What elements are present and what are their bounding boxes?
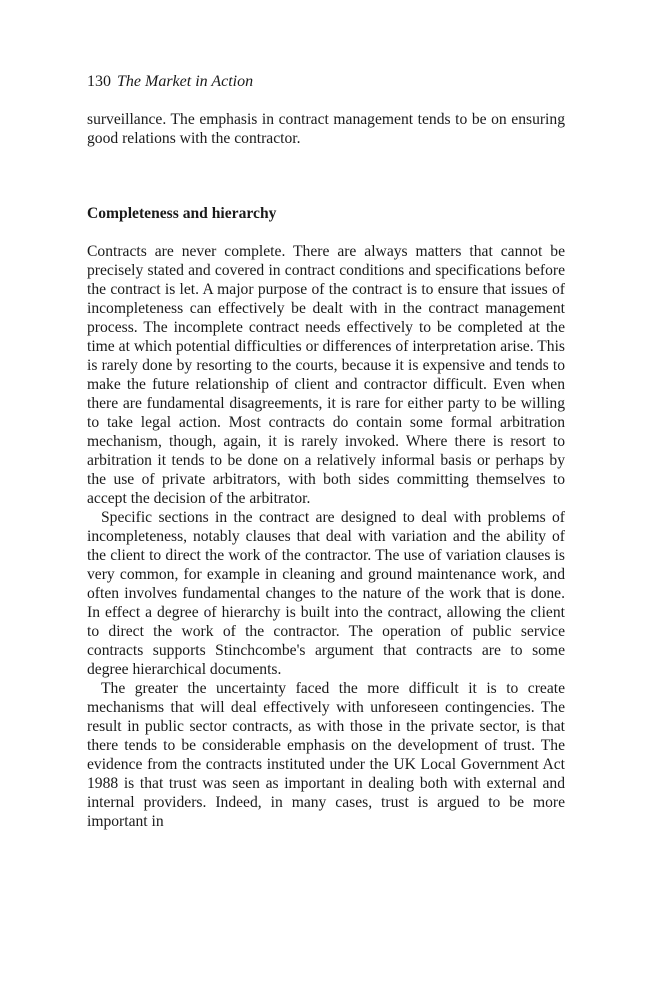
page-number: 130 xyxy=(87,73,111,90)
running-title: The Market in Action xyxy=(117,73,254,90)
section-heading: Completeness and hierarchy xyxy=(87,205,277,222)
text-body xyxy=(87,110,565,831)
body-paragraph: The greater the uncertainty faced the more difficult it is to create mechanisms that will deal effectively with unforeseen contingencies. The result in public sector contracts, as with those in the private sector, is that there tends to be considerable emphasis on the development of trust. The evidence from the contracts instituted under the UK Local Government Act 1988 is that trust was seen as important in dealing both with external and internal providers. Indeed, in many cases, trust is argued to be more important in xyxy=(87,680,565,830)
body-paragraph: Contracts are never complete. There are always matters that cannot be precisely stated and covered in contract conditions and specifications before the contract is let. A major purpose of the contract is to ensure that issues of incompleteness can effectively be dealt with in the contract management process. The incomplete contract needs effectively to be completed at the time at which potential difficulties or differences of interpretation arise. This is rarely done by resorting to the courts, because it is expensive and tends to make the future relationship of client and contractor difficult. Even when there are fundamental disagreements, it is rare for either party to be willing to take legal action. Most contracts do contain some formal arbitration mechanism, though, again, it is rarely invoked. Where there is resort to arbitration it tends to be done on a relatively informal basis or perhaps by the use of private arbitrators, with both sides committing themselves to accept the decision of the arbitrator. xyxy=(87,243,565,507)
body-paragraph: Specific sections in the contract are designed to deal with problems of incompleteness, notably clauses that deal with variation and the ability of the client to direct the work of the contractor. The use of variation clauses is very common, for example in cleaning and ground maintenance work, and often involves fundamental changes to the nature of the work that is done. In effect a degree of hierarchy is built into the contract, allowing the client to direct the work of the contractor. The operation of public service contracts supports Stinchcombe's argument that contracts are to some degree hierarchical documents. xyxy=(87,509,565,678)
continuation-paragraph: surveillance. The emphasis in contract management tends to be on ensuring good relations with the contractor. xyxy=(87,111,565,147)
running-header xyxy=(87,72,253,92)
